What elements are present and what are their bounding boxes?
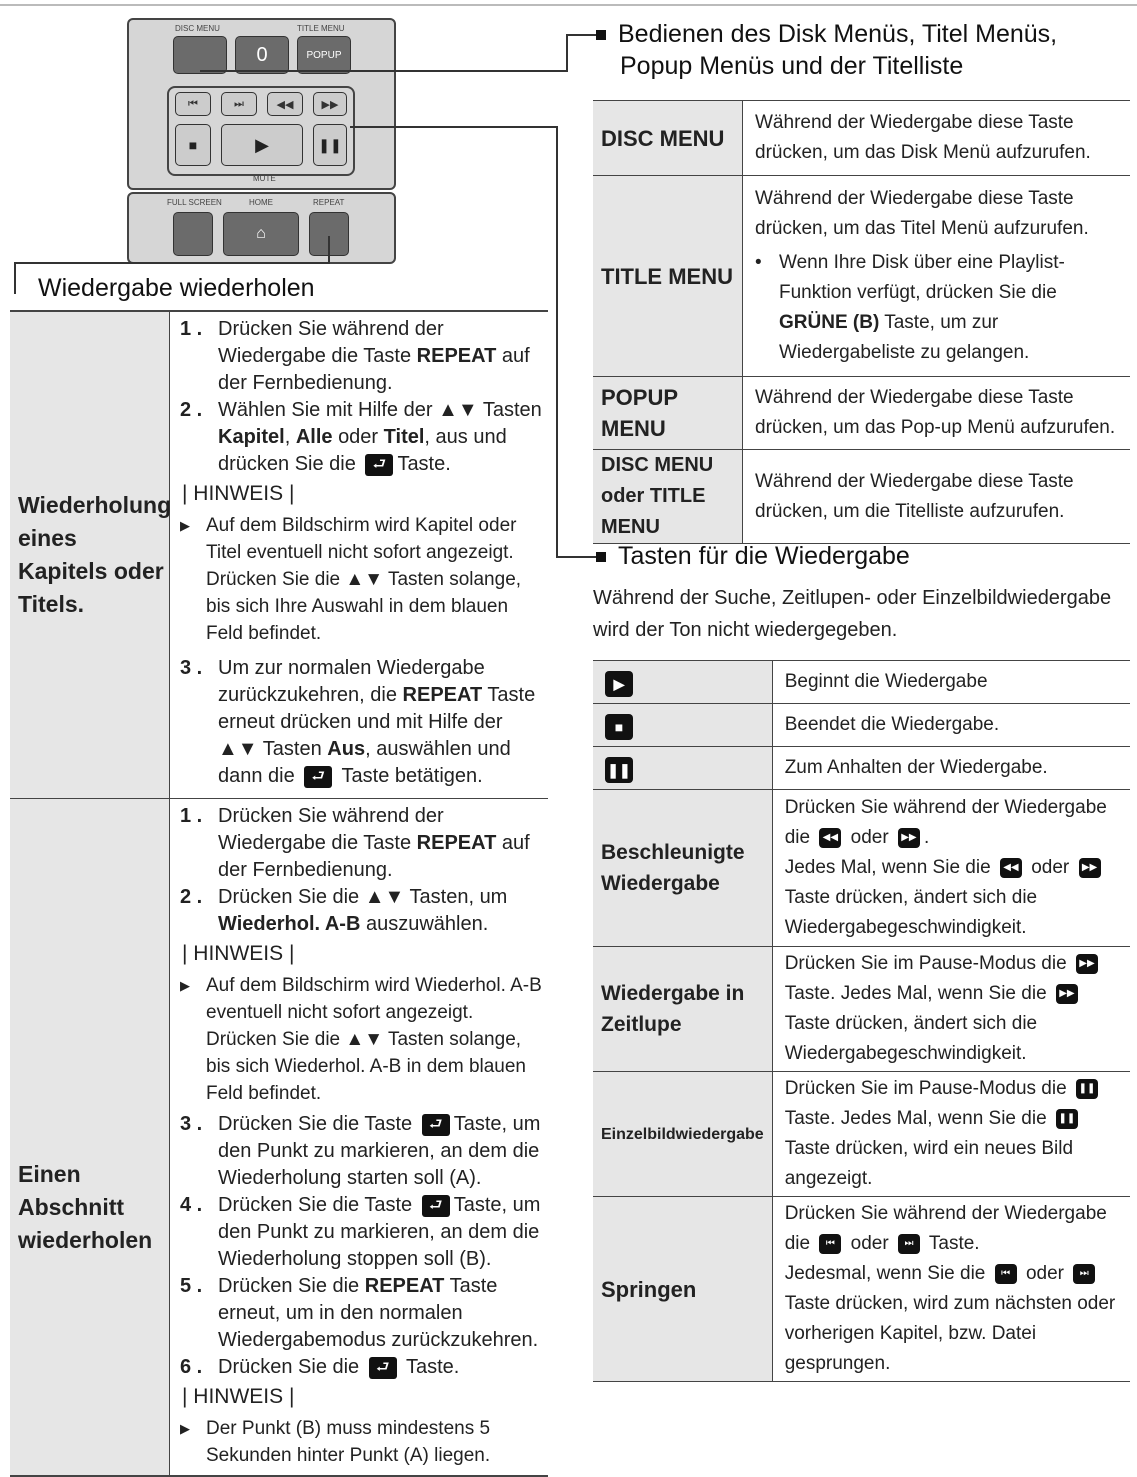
top-rule xyxy=(0,4,1137,6)
play-icon: ▶ xyxy=(605,671,633,697)
desc-text: Taste drücken, wird ein neues Bild angezeigt. xyxy=(784,1138,1074,1189)
menu-key-label: DISC MENU oder TITLE MENU xyxy=(593,450,743,544)
home-icon[interactable]: ⌂ xyxy=(223,212,299,256)
fast-forward-icon: ▶▶ xyxy=(898,828,920,848)
playback-key-desc xyxy=(772,1072,1130,1197)
desc-text: Taste drücken, ändert sich die Wiedergabegeschwindigkeit. xyxy=(784,887,1038,938)
skip-back-icon: ⏮ xyxy=(995,1264,1017,1284)
menus-heading-line: Bedienen des Disk Menüs, Titel Menüs, xyxy=(618,20,1058,48)
fast-forward-icon: ▶▶ xyxy=(1056,984,1078,1004)
step-4 xyxy=(180,1192,542,1273)
step-num: 6 . xyxy=(180,1356,203,1378)
repeat-key-text: REPEAT xyxy=(402,684,483,706)
connector-line xyxy=(14,262,330,264)
playback-row xyxy=(593,704,1130,747)
menus-heading-line: Popup Menüs und der Titelliste xyxy=(620,52,964,80)
step-num: 3 . xyxy=(180,657,203,679)
menus-row xyxy=(593,176,1130,377)
rewind-icon: ◀◀ xyxy=(819,828,841,848)
menus-row xyxy=(593,450,1130,544)
repeat-row-chapter xyxy=(10,310,548,799)
connector-line xyxy=(566,34,568,72)
remote-control-bottom xyxy=(127,192,396,264)
playback-row xyxy=(593,661,1130,704)
menus-row xyxy=(593,377,1130,450)
note-text: Der Punkt (B) muss mindestens 5 Sekunden hinter Punkt (A) liegen. xyxy=(206,1418,491,1466)
enter-icon: ⮐ xyxy=(422,1195,450,1217)
step-num: 2 . xyxy=(180,886,203,908)
step-text: auszuwählen. xyxy=(365,913,489,935)
playback-key-desc: Beendet die Wiedergabe. xyxy=(772,704,1130,747)
step-text: Taste erneut drücken und mit Hilfe der ▲▼ Tasten xyxy=(218,684,536,760)
desc-text: Drücken Sie im Pause-Modus die xyxy=(784,953,1067,974)
playback-key-desc xyxy=(772,1197,1130,1382)
step-text: Drücken Sie die Taste xyxy=(218,1194,413,1216)
note-item xyxy=(180,972,542,1107)
fast-forward-icon: ▶▶ xyxy=(1079,858,1101,878)
playback-row xyxy=(593,747,1130,790)
desc-text: oder xyxy=(850,827,889,848)
step-num: 5 . xyxy=(180,1275,203,1297)
desc-text: oder xyxy=(1031,857,1070,878)
note-text: Auf dem Bildschirm wird Kapitel oder Titel eventuell nicht sofort angezeigt. Drücken Sie die ▲▼ Tasten solange, bis sich Ihre Auswahl in dem blauen Feld befindet. xyxy=(206,515,522,644)
playback-key-desc xyxy=(772,790,1130,947)
square-bullet-icon xyxy=(596,30,606,40)
zero-button[interactable]: 0 xyxy=(235,36,289,74)
playback-key-cell xyxy=(593,747,772,790)
step-text: Drücken Sie die xyxy=(218,1275,360,1297)
step-text: Um zur normalen Wiedergabe zurückzukehren, die xyxy=(218,657,485,706)
play-icon[interactable]: ▶ xyxy=(221,124,303,166)
enter-icon: ⮐ xyxy=(304,766,332,788)
playback-key-cell xyxy=(593,704,772,747)
option-kapitel: Kapitel xyxy=(218,426,285,448)
repeat-heading-text: Wiedergabe wiederholen xyxy=(38,274,315,302)
repeat-row-label xyxy=(10,312,170,798)
skip-forward-icon[interactable]: ⏭ xyxy=(221,92,257,116)
option-titel: Titel xyxy=(383,426,425,448)
skip-forward-icon: ⏭ xyxy=(898,1234,920,1254)
playback-key-desc: Zum Anhalten der Wiedergabe. xyxy=(772,747,1130,790)
desc-text: Drücken Sie während der Wiedergabe die xyxy=(784,797,1107,848)
stop-icon: ■ xyxy=(605,714,633,740)
repeat-key-text: REPEAT xyxy=(416,832,497,854)
bullet-text: Wenn Ihre Disk über eine Playlist-Funktion verfügt, drücken Sie die xyxy=(779,252,1065,303)
triangle-bullet-icon: ▶ xyxy=(180,518,190,533)
step-num: 1 . xyxy=(180,805,203,827)
playback-heading-text: Tasten für die Wiedergabe xyxy=(618,542,910,570)
desc-text: Taste. xyxy=(784,983,836,1004)
step-text: , auswählen und dann die xyxy=(218,738,511,787)
note-item xyxy=(180,512,542,647)
step-text: Taste, um den Punkt zu markieren, an dem die Wiederholung stoppen soll (B). xyxy=(218,1194,541,1270)
rewind-icon[interactable]: ◀◀ xyxy=(267,92,303,116)
remote-control-top xyxy=(127,18,396,190)
option-aus: Aus xyxy=(327,738,366,760)
skip-forward-icon: ⏭ xyxy=(1073,1264,1095,1284)
repeat-table xyxy=(10,310,548,1477)
playback-key-label: Springen xyxy=(593,1197,772,1382)
playback-row xyxy=(593,947,1130,1072)
step-text: Taste, um den Punkt zu markieren, an dem die Wiederholung starten soll (A). xyxy=(218,1113,541,1189)
fast-forward-icon: ▶▶ xyxy=(1076,954,1098,974)
connector-line xyxy=(556,556,596,558)
mute-label: MUTE xyxy=(253,174,276,183)
pause-icon: ❚❚ xyxy=(1076,1079,1098,1099)
playback-table xyxy=(593,660,1130,1382)
menu-key-desc: Während der Wiedergabe diese Taste drücken, um das Pop-up Menü aufzurufen. xyxy=(743,377,1131,450)
menu-key-desc: Während der Wiedergabe diese Taste drücken, um die Titelliste aufzurufen. xyxy=(743,450,1131,544)
step-6 xyxy=(180,1354,542,1381)
hinweis-label: | HINWEIS | xyxy=(182,942,295,965)
desc-text: Taste. xyxy=(928,1233,980,1254)
note-item xyxy=(180,1415,542,1469)
step-num: 3 . xyxy=(180,1113,203,1135)
repeat-key-text: REPEAT xyxy=(364,1275,445,1297)
desc-text: Drücken Sie im Pause-Modus die xyxy=(784,1078,1067,1099)
connector-line xyxy=(328,236,330,264)
step-text: Taste. xyxy=(405,1356,460,1378)
pause-icon[interactable]: ❚❚ xyxy=(313,124,347,166)
menu-key-label: TITLE MENU xyxy=(593,176,743,377)
triangle-bullet-icon: ▶ xyxy=(180,978,190,993)
connector-line xyxy=(350,126,556,128)
green-key-text: GRÜNE (B) xyxy=(779,312,880,333)
option-alle: Alle xyxy=(295,426,333,448)
playback-row xyxy=(593,1072,1130,1197)
playback-section-heading xyxy=(596,540,910,572)
step-2: 2 . Wählen Sie mit Hilfe der ▲▼ Tasten Kapitel, Alle oder Titel, aus und drücken Sie die ⮐ Taste. xyxy=(180,397,542,478)
pause-icon: ❚❚ xyxy=(1056,1109,1078,1129)
step-text: auf der Fernbedienung. xyxy=(218,832,530,881)
repeat-key-text: REPEAT xyxy=(416,345,497,367)
connector-line xyxy=(566,34,596,36)
desc-text: Jedesmal, wenn Sie die xyxy=(784,1263,986,1284)
square-bullet-icon xyxy=(596,552,606,562)
desc-text: Taste drücken, ändert sich die Wiedergabegeschwindigkeit. xyxy=(784,1013,1038,1064)
step-1 xyxy=(180,316,542,397)
menu-key-label: POPUP MENU xyxy=(593,377,743,450)
disc-menu-label: DISC MENU xyxy=(175,24,220,33)
menu-key-desc: Während der Wiedergabe diese Taste drücken, um das Disk Menü aufzurufen. xyxy=(743,101,1131,176)
playback-key-label: Beschleunigte Wiedergabe xyxy=(593,790,772,947)
repeat-row-content xyxy=(170,312,548,798)
menus-table xyxy=(593,100,1130,544)
disc-menu-button[interactable] xyxy=(173,36,227,74)
step-text: Drücken Sie die xyxy=(218,1356,360,1378)
hinweis-label: | HINWEIS | xyxy=(182,1385,295,1408)
repeat-row-label-text: Wiederholung eines Kapitels oder Titels. xyxy=(18,492,172,617)
step-3 xyxy=(180,655,542,790)
desc-text: Taste. xyxy=(784,1108,836,1129)
playback-key-desc xyxy=(772,947,1130,1072)
step-text: auf der Fernbedienung. xyxy=(218,345,530,394)
menus-section-heading xyxy=(596,18,1126,82)
skip-back-icon: ⏮ xyxy=(819,1234,841,1254)
step-5 xyxy=(180,1273,542,1354)
stop-icon[interactable]: ■ xyxy=(175,124,211,166)
repeat-section-heading xyxy=(14,272,315,304)
menu-desc-bullet xyxy=(755,248,1120,368)
desc-text: Drücken Sie während der Wiedergabe die xyxy=(784,1203,1107,1254)
full-screen-label: FULL SCREEN xyxy=(167,198,222,207)
popup-button[interactable]: POPUP xyxy=(297,36,351,74)
repeat-row-content xyxy=(170,799,548,1475)
repeat-label: REPEAT xyxy=(313,198,345,207)
full-screen-button[interactable] xyxy=(173,212,213,256)
menu-key-label: DISC MENU xyxy=(593,101,743,176)
step-num: 1 . xyxy=(180,318,203,340)
home-label: HOME xyxy=(249,198,273,207)
connector-line xyxy=(300,236,302,270)
repeat-row-label-text: Einen Abschnitt wiederholen xyxy=(18,1160,153,1253)
skip-back-icon[interactable]: ⏮ xyxy=(175,92,211,116)
menu-key-desc xyxy=(743,176,1131,377)
connector-line xyxy=(200,70,566,72)
step-num: 2 . xyxy=(180,399,203,421)
playback-intro: Während der Suche, Zeitlupen- oder Einzelbildwiedergabe wird der Ton nicht wiedergegeben. xyxy=(593,587,1112,641)
desc-text: Taste drücken, wird zum nächsten oder vorherigen Kapitel, bzw. Datei gesprungen. xyxy=(784,1293,1116,1374)
step-text: Drücken Sie die ▲▼ Tasten, um xyxy=(218,886,508,908)
option-ab: Wiederhol. A-B xyxy=(218,913,361,935)
bullet-text: Taste, um zur Wiedergabeliste zu gelangen. xyxy=(779,312,1030,363)
step-text: , aus und drücken Sie die xyxy=(218,426,507,475)
repeat-row-label xyxy=(10,799,170,1475)
step-1 xyxy=(180,803,542,884)
step-text: Taste erneut, um in den normalen Wiedergabemodus zurückzukehren. xyxy=(218,1275,539,1351)
playback-key-desc: Beginnt die Wiedergabe xyxy=(772,661,1130,704)
step-text: Drücken Sie während der Wiedergabe die Taste xyxy=(218,318,444,367)
step-text: oder xyxy=(338,426,379,448)
connector-line xyxy=(556,126,558,558)
step-text: Drücken Sie während der Wiedergabe die Taste xyxy=(218,805,444,854)
playback-key-label: Wiedergabe in Zeitlupe xyxy=(593,947,772,1072)
pause-icon: ❚❚ xyxy=(605,757,633,783)
enter-icon: ⮐ xyxy=(369,1357,397,1379)
desc-text: Jedes Mal, wenn Sie die xyxy=(840,983,1047,1004)
repeat-row-section xyxy=(10,799,548,1477)
hinweis-label: | HINWEIS | xyxy=(182,482,295,505)
step-text: Taste betätigen. xyxy=(341,765,483,787)
menus-row xyxy=(593,101,1130,176)
desc-text: Jedes Mal, wenn Sie die xyxy=(840,1108,1047,1129)
playback-row xyxy=(593,1197,1130,1382)
desc-text: oder xyxy=(850,1233,889,1254)
desc-text: . xyxy=(923,827,930,848)
playback-key-cell xyxy=(593,661,772,704)
enter-icon: ⮐ xyxy=(365,454,393,476)
enter-icon: ⮐ xyxy=(422,1114,450,1136)
menu-desc-text: Während der Wiedergabe diese Taste drücken, um das Titel Menü aufzurufen. xyxy=(755,188,1089,239)
playback-key-label: Einzelbildwiedergabe xyxy=(593,1072,772,1197)
title-menu-label: TITLE MENU xyxy=(297,24,345,33)
step-text: Taste. xyxy=(397,453,451,475)
step-3 xyxy=(180,1111,542,1192)
note-text: Auf dem Bildschirm wird Wiederhol. A-B eventuell nicht sofort angezeigt. Drücken Sie die ▲▼ Tasten solange, bis sich Wiederhol. A-B in dem blauen Feld befindet. xyxy=(206,975,542,1104)
dot-bullet-icon: • xyxy=(755,252,762,273)
step-text: Drücken Sie die Taste xyxy=(218,1113,413,1135)
desc-text: oder xyxy=(1025,1263,1064,1284)
fast-forward-icon[interactable]: ▶▶ xyxy=(313,92,347,116)
step-2 xyxy=(180,884,542,938)
desc-text: Jedes Mal, wenn Sie die xyxy=(784,857,991,878)
triangle-bullet-icon: ▶ xyxy=(180,1421,190,1436)
step-text: Wählen Sie mit Hilfe der ▲▼ Tasten xyxy=(218,399,542,421)
step-num: 4 . xyxy=(180,1194,203,1216)
playback-row xyxy=(593,790,1130,947)
rewind-icon: ◀◀ xyxy=(1000,858,1022,878)
